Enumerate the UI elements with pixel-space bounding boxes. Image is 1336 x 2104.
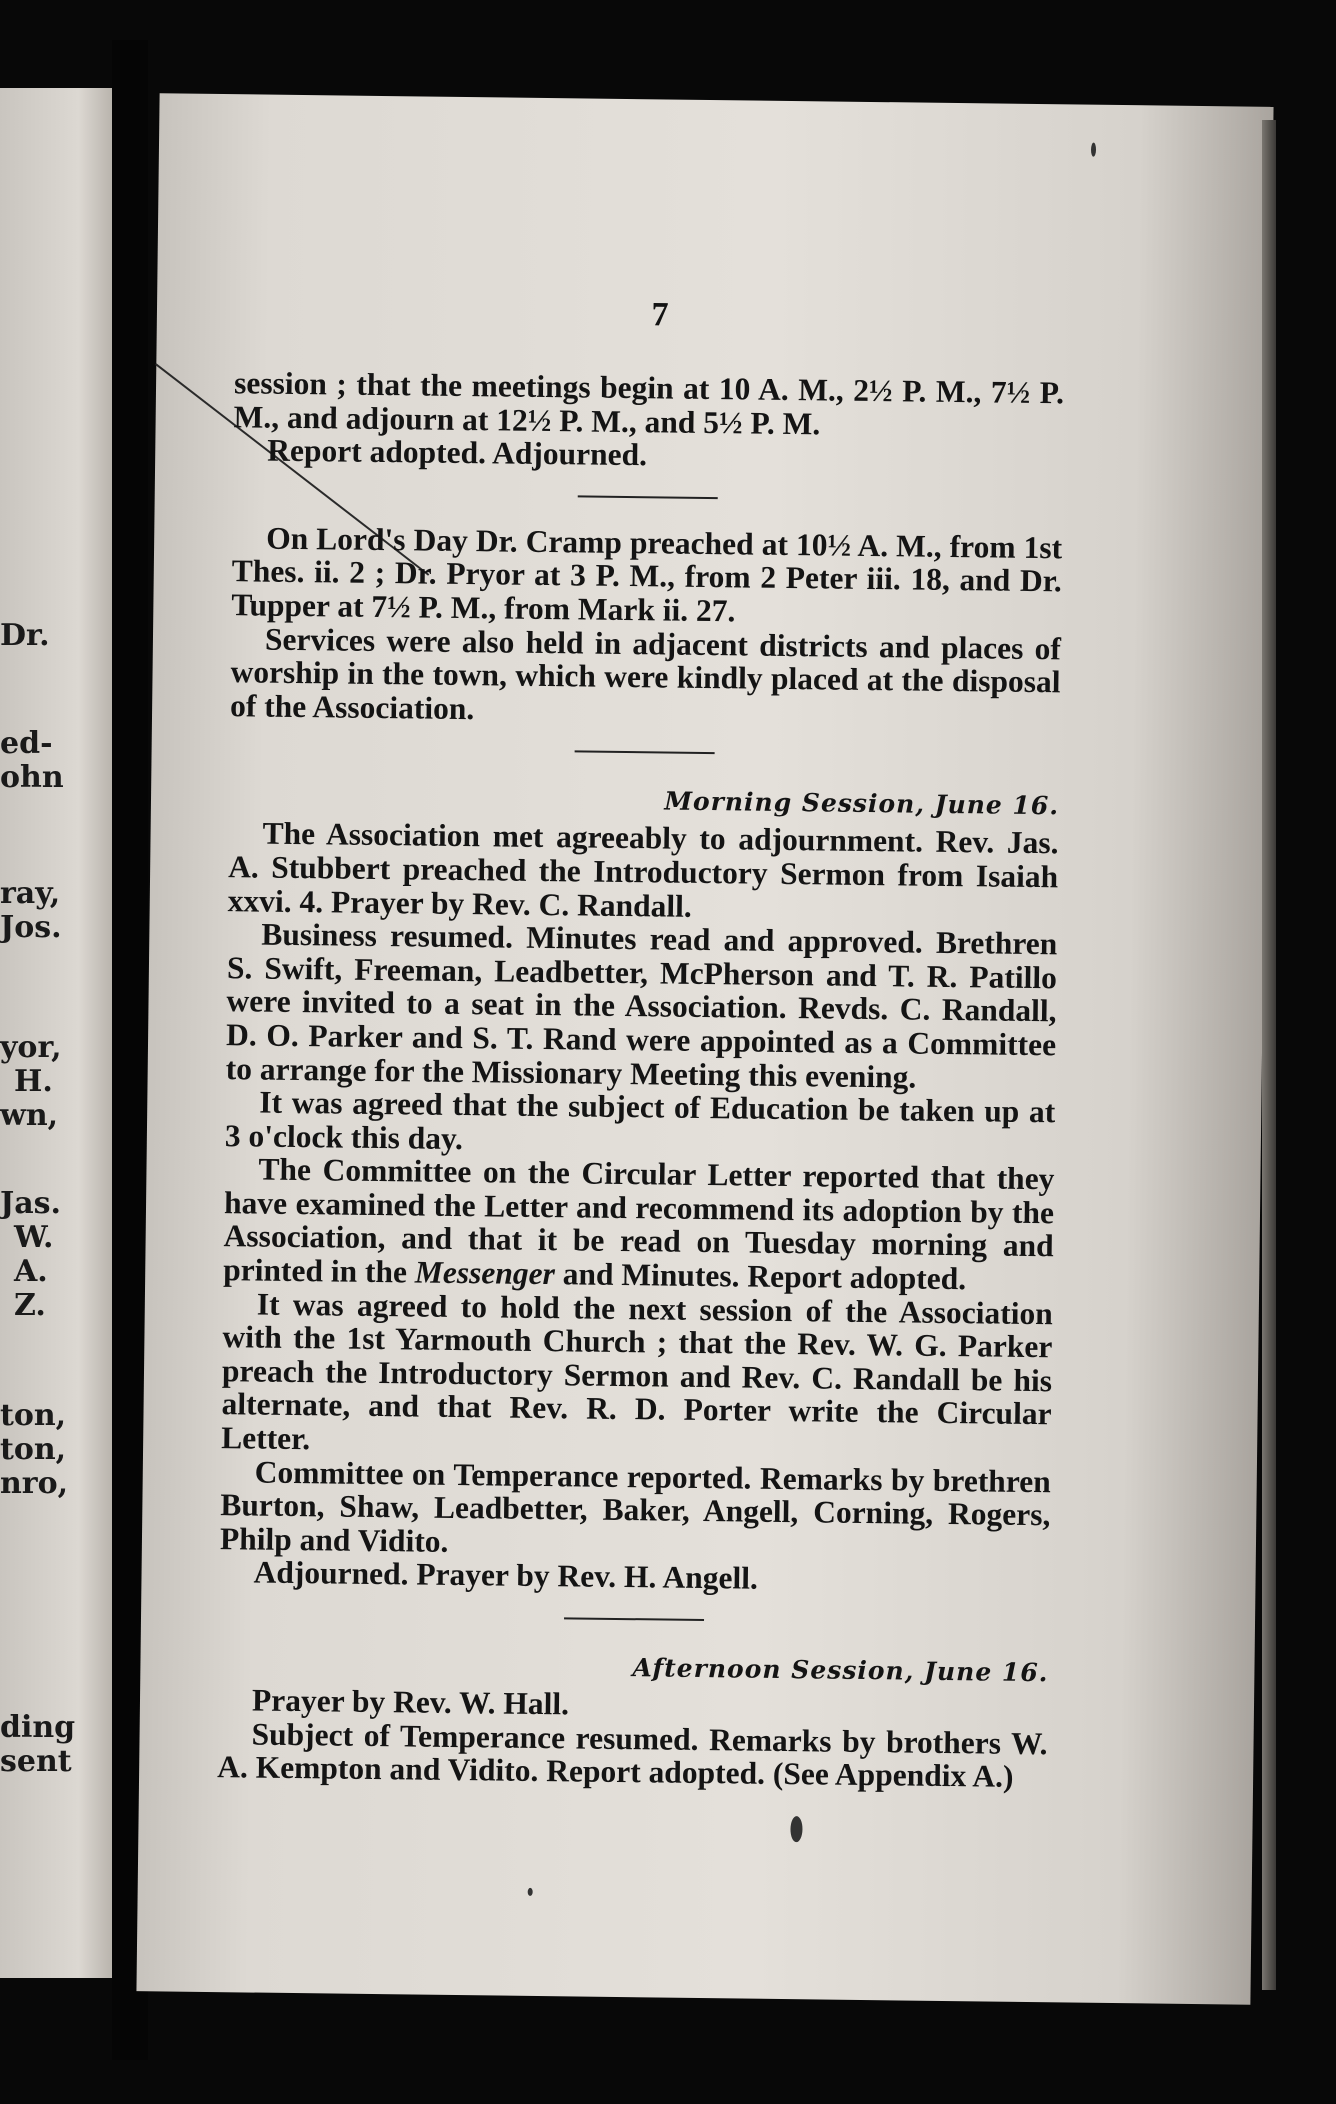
paragraph [223,1152,1055,1297]
paragraph: Report adopted. Adjourned. [267,432,648,473]
paragraph: On Lord's Day Dr. Cramp preached at 10½ A. M., from 1st Thes. ii. 2 ; Dr. Pryor at 3 P. M., from 2 Peter iii. 18, and Dr. Tupper at 7½ P. M., from Mark ii. 27. [231,520,1063,629]
paragraph: Services were also held in adjacent districts and places of worship in the town, which were kindly placed at the disposal of the Association. [229,621,1062,726]
section-rule [575,751,715,755]
paragraph: Prayer by Rev. W. Hall. [251,1682,570,1722]
paragraph-text: The Committee on the Circular Letter reported that they have examined the Letter and recommend its adoption by the Association, and that it be read on Tuesday morning and printed in the [223,1151,1055,1290]
left-fragment: sent [0,1744,72,1779]
left-fragment: ton, [0,1398,67,1433]
left-fragment: Dr. [0,618,50,653]
page-text [217,290,1065,1794]
paragraph: The Association met agreeably to adjournment. Rev. Jas. A. Stubbert preached the Introductory Sermon from Isaiah xxvi. 4. Prayer by Rev. C. Randall. [227,815,1059,924]
left-fragment: Z. [14,1288,46,1323]
left-fragment: H. [14,1064,53,1099]
left-fragment: A. [14,1254,48,1289]
paragraph: Committee on Temperance reported. Remarks by brethren Burton, Shaw, Leadbetter, Baker, Angell, Corning, Rogers, Philp and Vidito. [219,1454,1051,1559]
newspaper-title: Messenger [414,1254,556,1292]
ink-blot [790,1816,802,1842]
left-fragment: ed- [0,726,53,761]
book-page [136,93,1273,2004]
left-fragment: nro, [0,1466,69,1501]
paragraph: Adjourned. Prayer by Rev. H. Angell. [253,1554,759,1597]
section-rule [564,1617,704,1621]
ink-mark [1091,143,1096,157]
facing-page-left [0,88,112,1978]
left-fragment: W. [14,1220,54,1255]
paragraph: Subject of Temperance resumed. Remarks by brothers W. A. Kempton and Vidito. Report adopted. (See Appendix A.) [216,1716,1048,1795]
ink-mark [528,1888,533,1896]
left-fragment: wn, [0,1098,59,1133]
page-stack-edge [1262,120,1276,1990]
left-fragment: ding [0,1710,76,1745]
left-fragment: ray, [0,876,61,911]
section-heading-morning: Morning Session, June 16. [664,786,1060,821]
left-fragment: Jas. [0,1186,61,1221]
section-rule [578,495,718,499]
left-fragment: yor, [0,1030,62,1065]
left-fragment: ohn [0,760,64,795]
paragraph: Business resumed. Minutes read and approved. Brethren S. Swift, Freeman, Leadbetter, McPherson and T. R. Patillo were invited to a seat in the Association. Revds. C. Randall, D. O. Parker and S. T. Rand were appointed as a Committee to arrange for the Missionary Meeting this evening. [225,916,1058,1095]
paragraph: It was agreed that the subject of Education be taken up at 3 o'clock this day. [224,1084,1056,1156]
left-fragment: ton, [0,1432,67,1467]
left-fragment: Jos. [0,910,62,945]
page-number: 7 [651,296,669,334]
section-heading-afternoon: Afternoon Session, June 16. [632,1653,1049,1688]
paragraph: It was agreed to hold the next session of the Association with the 1st Yarmouth Church ; that the Rev. W. G. Parker preach the Introductory Sermon and Rev. C. Randall be his alternate, and that Rev. R. D. Porter write the Circular Letter. [221,1286,1054,1457]
paragraph-text: and Minutes. Report adopted. [554,1256,967,1297]
paragraph: session ; that the meetings begin at 10 A. M., 2½ P. M., 7½ P. M., and adjourn at 12½ P. M., and 5½ P. M. [233,365,1065,441]
